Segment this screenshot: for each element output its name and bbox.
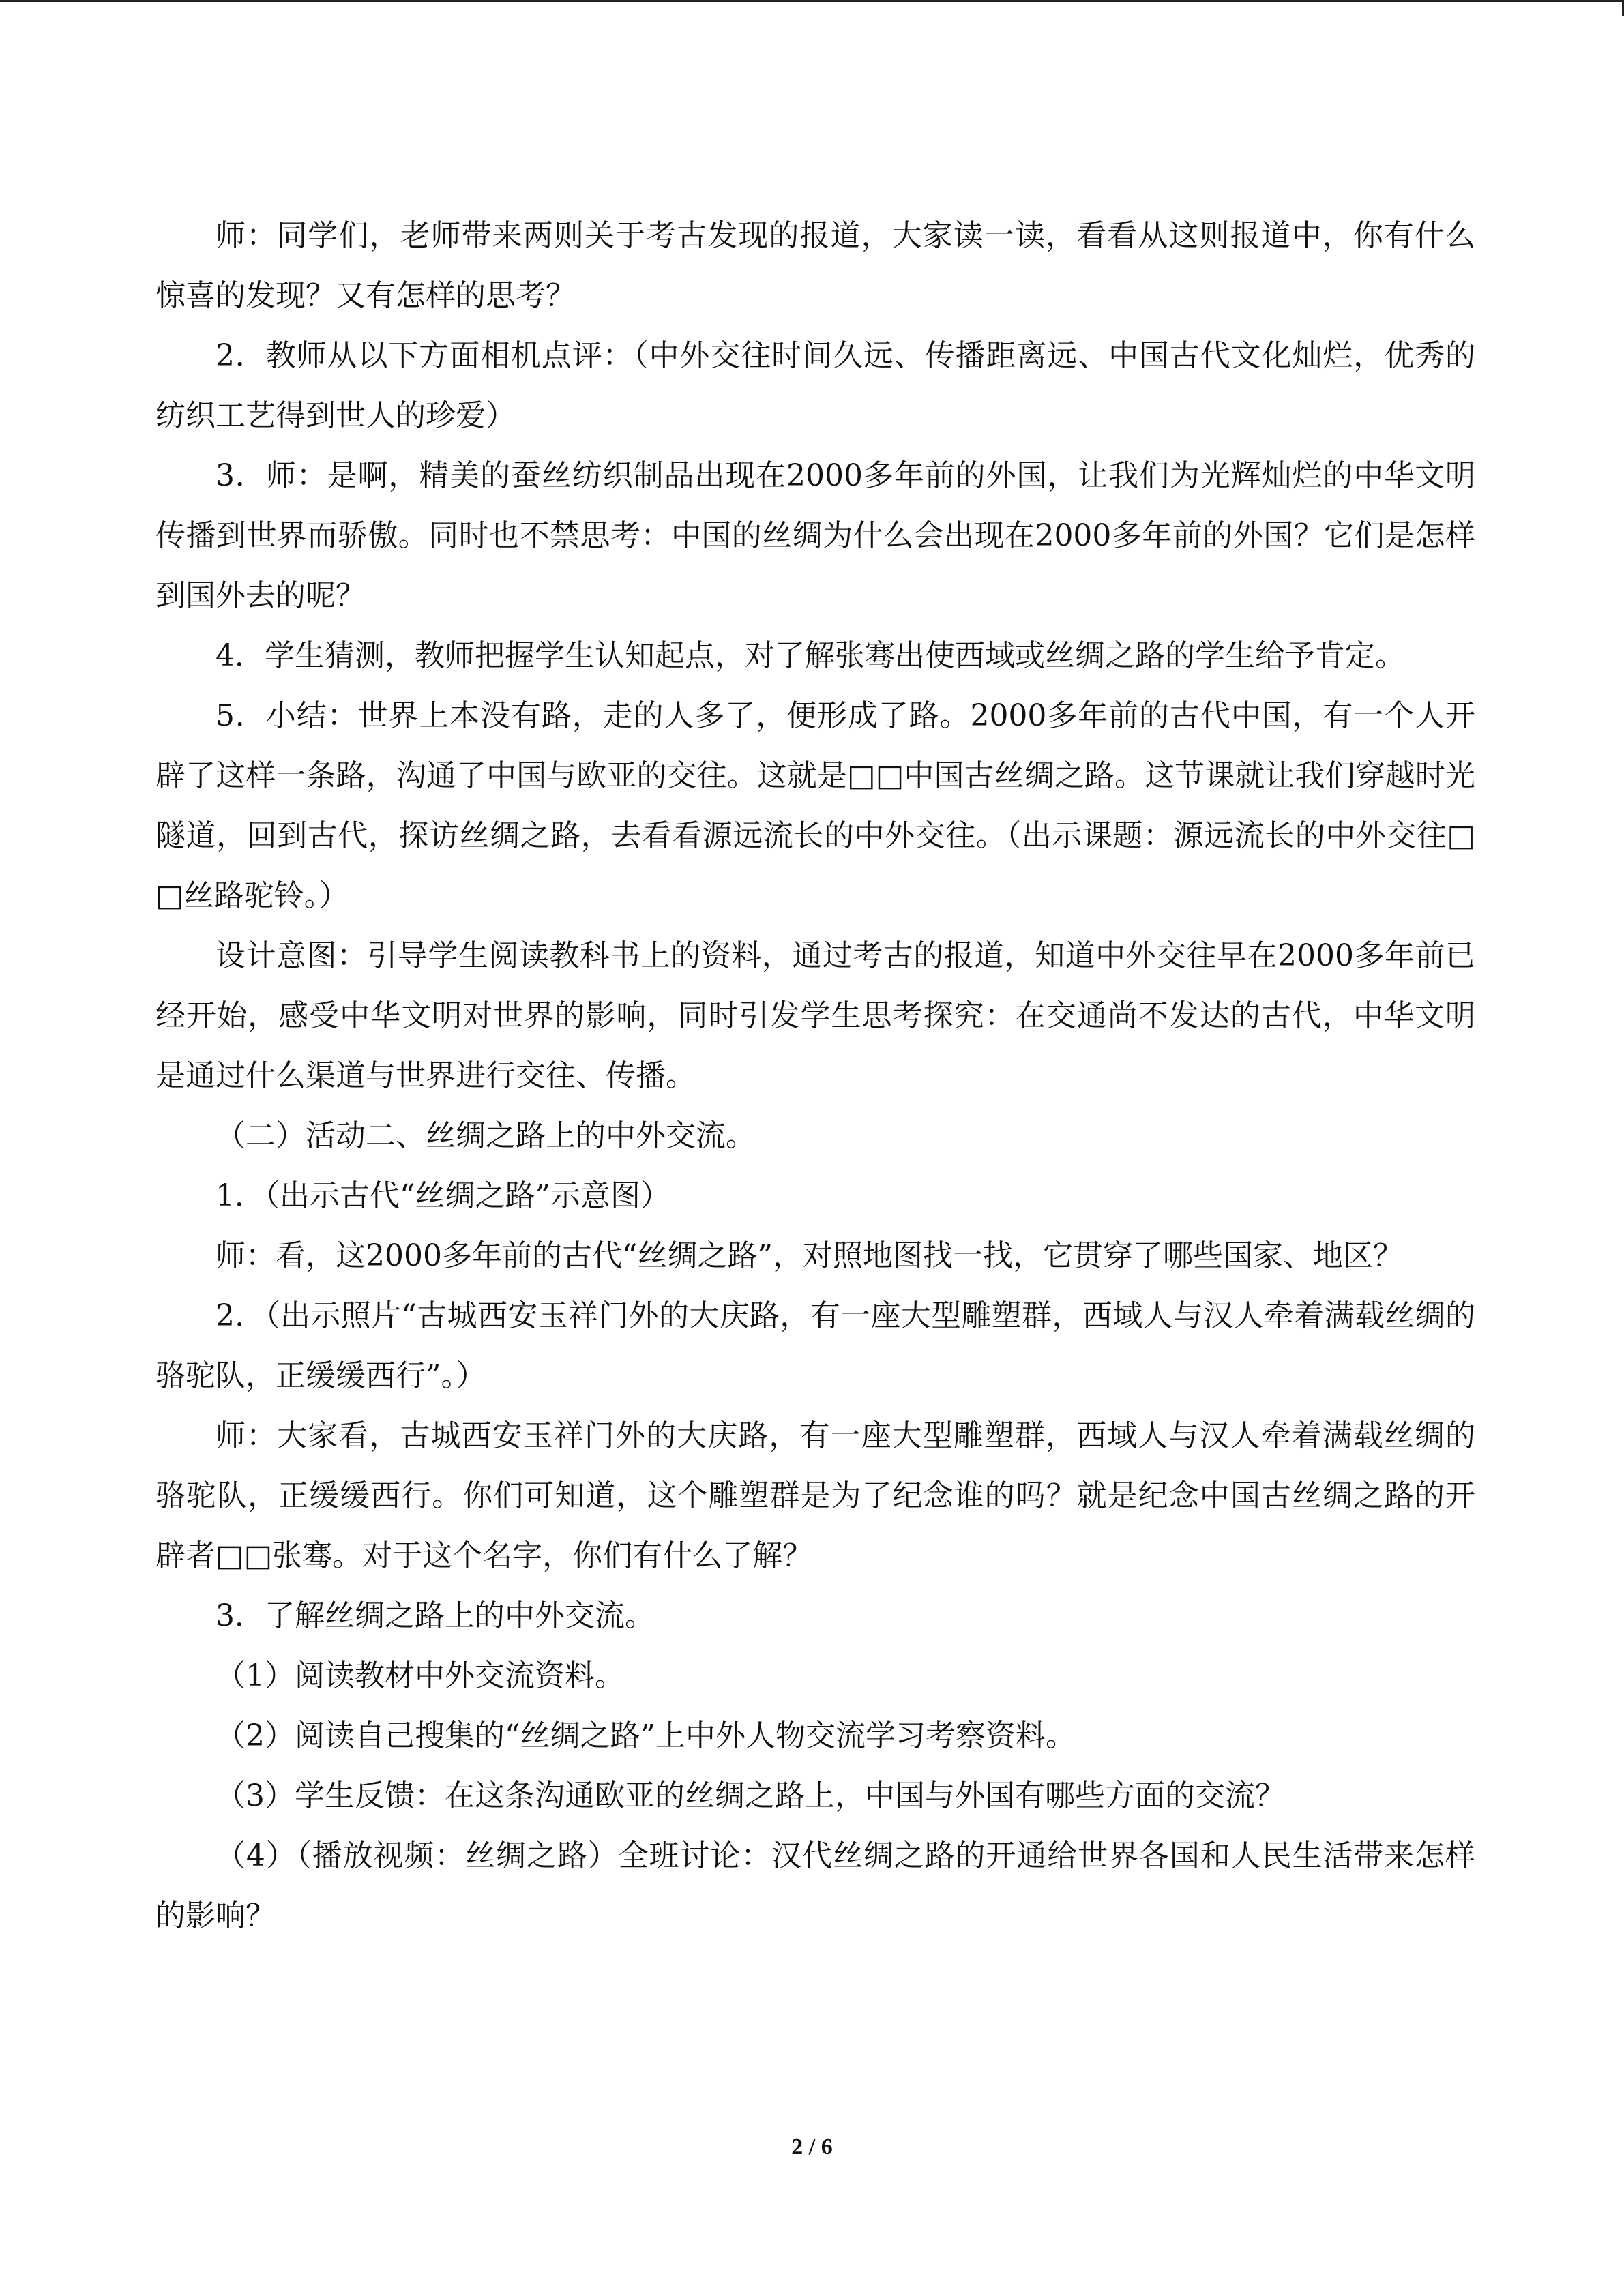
paragraph-step-3: 3．师：是啊，精美的蚕丝纺织制品出现在2000多年前的外国，让我们为光辉灿烂的中华文明传播到世界而骄傲。同时也不禁思考：中国的丝绸为什么会出现在2000多年前的外国？它们是怎样到国外去的呢？ xyxy=(156,458,1475,613)
paragraph-activity-step-2: 2．（出示照片“古城西安玉祥门外的大庆路，有一座大型雕塑群，西域人与汉人牵着满载丝绸的骆驼队，正缓缓西行”。） xyxy=(156,1298,1475,1393)
list-item-read-textbook: （1）阅读教材中外交流资料。 xyxy=(216,1658,625,1693)
section-heading-activity-2: （二）活动二、丝绸之路上的中外交流。 xyxy=(216,1118,756,1153)
paragraph-step-2: 2．教师从以下方面相机点评：（中外交往时间久远、传播距离远、中国古代文化灿烂，优秀的纺织工艺得到世人的珍爱） xyxy=(156,338,1475,433)
list-item-student-feedback: （3）学生反馈：在这条沟通欧亚的丝绸之路上，中国与外国有哪些方面的交流？ xyxy=(216,1778,1285,1813)
paragraph-activity-step-3: 3．了解丝绸之路上的中外交流。 xyxy=(216,1598,655,1633)
paragraph-teacher-map: 师：看，这2000多年前的古代“丝绸之路”，对照地图找一找，它贯穿了哪些国家、地区？ xyxy=(216,1238,1403,1273)
top-border-line xyxy=(0,0,1624,2)
paragraph-step-4: 4．学生猜测，教师把握学生认知起点，对了解张骞出使西域或丝绸之路的学生给予肯定。 xyxy=(216,638,1405,673)
paragraph-design-intent: 设计意图：引导学生阅读教科书上的资料，通过考古的报道，知道中外交往早在2000多年前已经开始，感受中华文明对世界的影响，同时引发学生思考探究：在交通尚不发达的古代，中华文明是通过什么渠道与世界进行交往、传播。 xyxy=(156,938,1475,1093)
paragraph-activity-step-1: 1．（出示古代“丝绸之路”示意图） xyxy=(216,1178,670,1213)
page-number: 2 / 6 xyxy=(791,2134,833,2160)
list-item-class-discussion: （4）（播放视频：丝绸之路）全班讨论：汉代丝绸之路的开通给世界各国和人民生活带来怎样的影响？ xyxy=(156,1838,1475,1933)
paragraph-step-5-summary: 5．小结：世界上本没有路，走的人多了，便形成了路。2000多年前的古代中国，有一个人开辟了这样一条路，沟通了中国与欧亚的交往。这就是□□中国古丝绸之路。这节课就让我们穿越时光隧道，回到古代，探访丝绸之路，去看看源远流长的中外交往。（出示课题：源远流长的中外交往□□丝路驼铃。） xyxy=(156,698,1475,913)
list-item-read-collected: （2）阅读自己搜集的“丝绸之路”上中外人物交流学习考察资料。 xyxy=(216,1718,1076,1753)
paragraph-teacher-intro: 师：同学们，老师带来两则关于考古发现的报道，大家读一读，看看从这则报道中，你有什么惊喜的发现？又有怎样的思考？ xyxy=(156,218,1475,313)
document-body xyxy=(156,206,1475,1946)
paragraph-teacher-sculpture: 师：大家看，古城西安玉祥门外的大庆路，有一座大型雕塑群，西域人与汉人牵着满载丝绸的骆驼队，正缓缓西行。你们可知道，这个雕塑群是为了纪念谁的吗？就是纪念中国古丝绸之路的开辟者□□张骞。对于这个名字，你们有什么了解？ xyxy=(156,1418,1475,1573)
